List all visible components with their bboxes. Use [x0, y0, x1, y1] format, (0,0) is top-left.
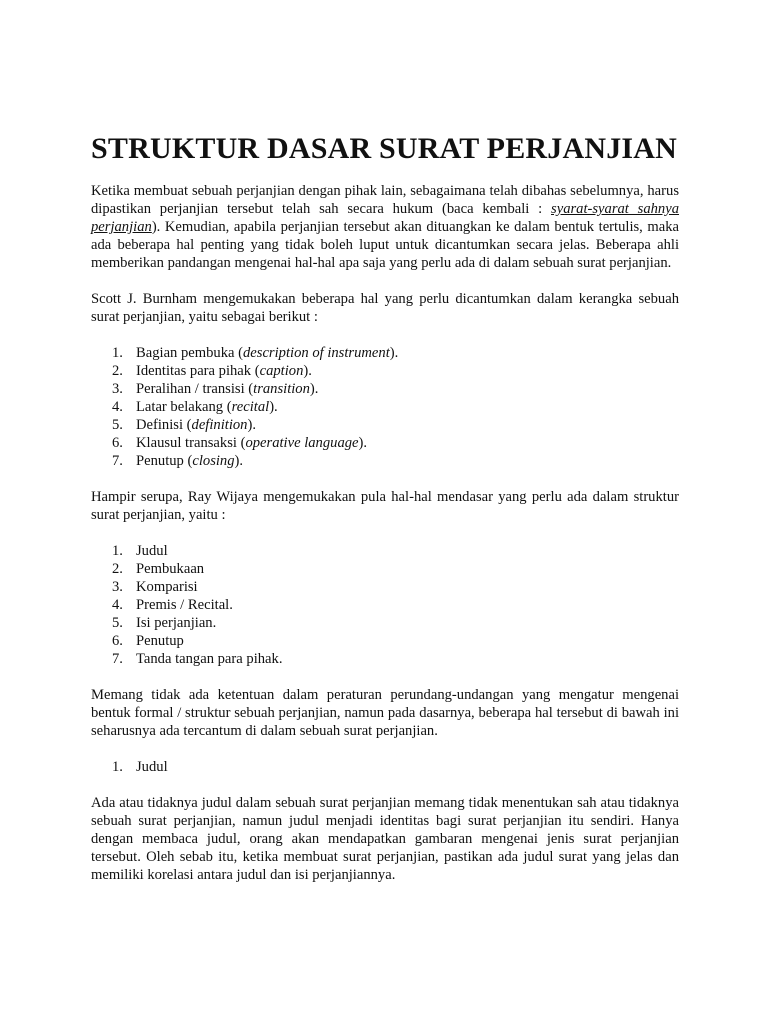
- list-number: 4.: [112, 399, 123, 415]
- list-item-text: Penutup: [136, 633, 184, 649]
- list-item-text: Judul: [136, 759, 168, 775]
- intro-text-after: ). Kemudian, apabila perjanjian tersebut akan dituangkan ke dalam bentuk tertulis, maka ada beberapa hal penting yang tidak boleh luput untuk dicantumkan secara jelas. Beberapa ahli memberikan pandangan mengenai hal-hal apa saja yang perlu ada di dalam sebuah surat perjanjian.: [91, 219, 679, 271]
- list-item-term: definition: [191, 417, 248, 433]
- section-list: [91, 758, 679, 776]
- list-number: 7.: [112, 453, 123, 469]
- list-item-end: ).: [247, 417, 256, 433]
- list-item-term: caption: [259, 363, 304, 379]
- list-item: [91, 452, 679, 470]
- wijaya-paragraph: Hampir serupa, Ray Wijaya mengemukakan pula hal-hal mendasar yang perlu ada dalam struktur surat perjanjian, yaitu :: [91, 489, 679, 523]
- list-item-text: Tanda tangan para pihak.: [136, 651, 283, 667]
- list-item-term: recital: [231, 399, 270, 415]
- list-item: [91, 398, 679, 416]
- list-item: [91, 344, 679, 362]
- list-item: [91, 416, 679, 434]
- burnham-paragraph: Scott J. Burnham mengemukakan beberapa hal yang perlu dicantumkan dalam kerangka sebuah surat perjanjian, yaitu sebagai berikut :: [91, 291, 679, 325]
- list-item: [91, 614, 679, 632]
- document-title: STRUKTUR DASAR SURAT PERJANJIAN: [91, 132, 677, 165]
- list-item-text: Pembukaan: [136, 561, 205, 577]
- list-item-text: Definisi (: [136, 417, 192, 433]
- list-item: [91, 362, 679, 380]
- list-number: 1.: [112, 543, 123, 559]
- judul-paragraph: Ada atau tidaknya judul dalam sebuah surat perjanjian memang tidak menentukan sah atau tidaknya sebuah surat perjanjian, namun judul menjadi identitas bagi surat perjanjian itu sendiri. Hanya dengan membaca judul, orang akan mendapatkan gambaran mengenai jenis surat perjanjian tersebut. Oleh sebab itu, ketika membuat surat perjanjian, pastikan ada judul surat yang jelas dan memiliki korelasi antara judul dan isi perjanjiannya.: [91, 795, 679, 883]
- list-number: 3.: [112, 381, 123, 397]
- list-item-term: description of instrument: [243, 345, 390, 361]
- list-item-end: ).: [303, 363, 312, 379]
- list-item-text: Klausul transaksi (: [136, 435, 246, 451]
- list-number: 3.: [112, 579, 123, 595]
- ketentuan-paragraph: Memang tidak ada ketentuan dalam peraturan perundang-undangan yang mengatur mengenai bentuk formal / struktur sebuah perjanjian, namun pada dasarnya, beberapa hal tersebut di bawah ini seharusnya ada tercantum di dalam sebuah surat perjanjian.: [91, 687, 679, 739]
- list-item-text: Premis / Recital.: [136, 597, 233, 613]
- list-number: 1.: [112, 759, 123, 775]
- list-number: 2.: [112, 561, 123, 577]
- list-number: 2.: [112, 363, 123, 379]
- list-item: [91, 596, 679, 614]
- list-item-text: Penutup (: [136, 453, 193, 469]
- list-number: 1.: [112, 345, 123, 361]
- list-item: [91, 650, 679, 668]
- list-item: [91, 434, 679, 452]
- list-item: [91, 380, 679, 398]
- list-number: 5.: [112, 417, 123, 433]
- list-item-term: closing: [192, 453, 235, 469]
- list-item: [91, 632, 679, 650]
- list-number: 6.: [112, 633, 123, 649]
- intro-paragraph: [91, 182, 679, 272]
- list-item: [91, 578, 679, 596]
- list-item-end: ).: [309, 381, 319, 397]
- list-item-text: Bagian pembuka (: [136, 345, 243, 361]
- list-item-end: ).: [234, 453, 244, 469]
- list-item-text: Judul: [136, 543, 168, 559]
- list-item-text: Komparisi: [136, 579, 198, 595]
- list-item-end: ).: [358, 435, 368, 451]
- list-item-term: transition: [253, 381, 310, 397]
- document-body: [91, 182, 679, 902]
- list-number: 4.: [112, 597, 123, 613]
- list-item-text: Isi perjanjian.: [136, 615, 217, 631]
- burnham-list: [91, 344, 679, 470]
- list-item: [91, 560, 679, 578]
- wijaya-list: [91, 542, 679, 668]
- list-item-text: Latar belakang (: [136, 399, 232, 415]
- list-item-text: Identitas para pihak (: [136, 363, 260, 379]
- list-number: 7.: [112, 651, 123, 667]
- list-item-text: Peralihan / transisi (: [136, 381, 254, 397]
- list-item-end: ).: [389, 345, 399, 361]
- list-number: 6.: [112, 435, 123, 451]
- intro-text-before: Ketika membuat sebuah perjanjian dengan pihak lain, sebagaimana telah dibahas sebelumnya, harus dipastikan perjanjian tersebut telah sah secara hukum (baca kembali :: [91, 183, 679, 217]
- syarat-link[interactable]: syarat-syarat sahnya perjanjian: [91, 201, 680, 235]
- list-item-end: ).: [269, 399, 278, 415]
- list-item: [91, 758, 679, 776]
- list-item: [91, 542, 679, 560]
- list-number: 5.: [112, 615, 123, 631]
- list-item-term: operative language: [245, 435, 359, 451]
